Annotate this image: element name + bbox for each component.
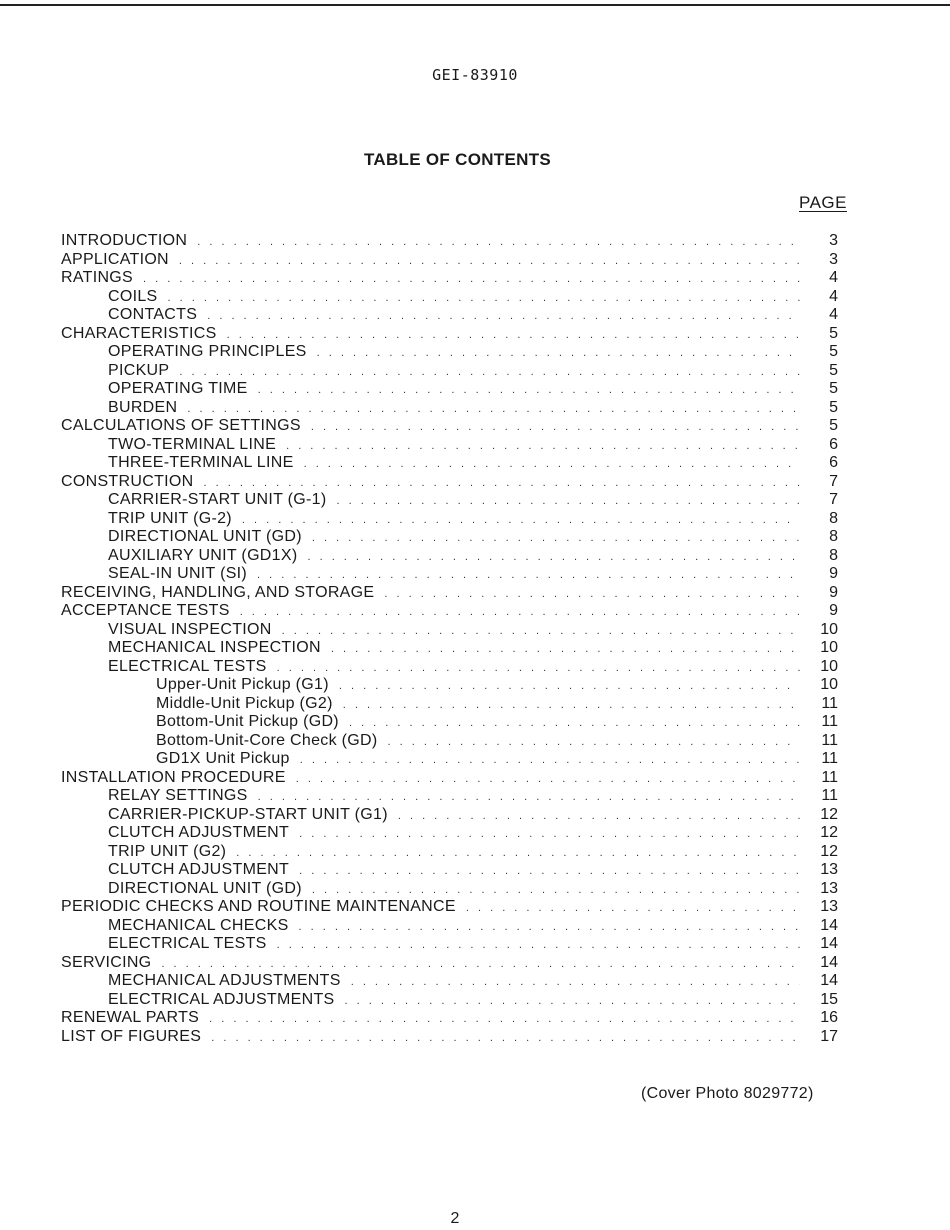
toc-entry-label: RENEWAL PARTS bbox=[61, 1009, 200, 1026]
toc-entry-page: 11 bbox=[821, 713, 838, 730]
dot-leader bbox=[209, 1010, 800, 1029]
toc-entry bbox=[61, 584, 838, 603]
toc-entry-page: 3 bbox=[829, 250, 838, 268]
dot-leader bbox=[240, 603, 800, 622]
toc-entry-page: 6 bbox=[829, 435, 838, 453]
toc-entry-page: 5 bbox=[829, 324, 838, 342]
toc-entry-label: DIRECTIONAL UNIT (GD) bbox=[108, 528, 302, 545]
toc-entry bbox=[61, 621, 838, 640]
toc-entry-page: 8 bbox=[829, 528, 838, 545]
toc-entry bbox=[61, 898, 838, 917]
toc-entry-label: AUXILIARY UNIT (GD1X) bbox=[108, 546, 298, 564]
toc-entry bbox=[61, 528, 838, 547]
dot-leader bbox=[227, 326, 800, 345]
toc-entry bbox=[61, 362, 838, 381]
toc-entry-label: Bottom-Unit Pickup (GD) bbox=[156, 713, 339, 730]
toc-entry bbox=[61, 658, 838, 677]
toc-entry-label: Upper-Unit Pickup (G1) bbox=[156, 676, 329, 693]
toc-entry-label: CARRIER-PICKUP-START UNIT (G1) bbox=[108, 805, 388, 823]
toc-entry bbox=[61, 880, 838, 899]
toc-entry-label: OPERATING PRINCIPLES bbox=[108, 343, 307, 360]
toc-entry-page: 11 bbox=[821, 787, 838, 804]
toc-entry-label: THREE-TERMINAL LINE bbox=[108, 454, 294, 471]
dot-leader bbox=[277, 659, 800, 678]
toc-entry-page: 14 bbox=[820, 972, 838, 989]
dot-leader bbox=[331, 640, 800, 659]
page-column-header: PAGE bbox=[799, 193, 847, 212]
toc-entry-page: 5 bbox=[829, 343, 838, 360]
toc-entry bbox=[61, 380, 838, 399]
dot-leader bbox=[312, 881, 800, 900]
dot-leader bbox=[345, 992, 801, 1011]
toc-entry-label: PERIODIC CHECKS AND ROUTINE MAINTENANCE bbox=[61, 898, 456, 915]
toc-entry-page: 12 bbox=[820, 805, 838, 823]
dot-leader bbox=[300, 751, 800, 770]
toc-entry bbox=[61, 1009, 838, 1028]
toc-entry-page: 13 bbox=[820, 879, 838, 897]
toc-list bbox=[61, 232, 838, 1046]
toc-entry bbox=[61, 972, 838, 991]
toc-entry-label: INSTALLATION PROCEDURE bbox=[61, 768, 286, 786]
dot-leader bbox=[143, 270, 800, 289]
toc-entry bbox=[61, 454, 838, 473]
toc-entry bbox=[61, 325, 838, 344]
page-title: TABLE OF CONTENTS bbox=[363, 150, 552, 169]
toc-entry bbox=[61, 991, 838, 1010]
dot-leader bbox=[211, 1029, 800, 1048]
dot-leader bbox=[311, 418, 800, 437]
toc-entry-page: 12 bbox=[820, 824, 838, 841]
dot-leader bbox=[286, 437, 800, 456]
toc-entry-page: 17 bbox=[820, 1027, 838, 1045]
toc-entry bbox=[61, 269, 838, 288]
dot-leader bbox=[336, 492, 800, 511]
toc-entry-label: CONSTRUCTION bbox=[61, 472, 194, 490]
dot-leader bbox=[387, 733, 800, 752]
toc-entry bbox=[61, 676, 838, 695]
toc-entry-label: BURDEN bbox=[108, 398, 178, 416]
document-number: GEI-83910 bbox=[432, 66, 518, 84]
toc-entry bbox=[61, 935, 838, 954]
dot-leader bbox=[242, 511, 800, 530]
dot-leader bbox=[339, 677, 800, 696]
toc-entry-page: 8 bbox=[829, 546, 838, 564]
toc-entry-page: 7 bbox=[829, 472, 838, 490]
toc-entry-label: MECHANICAL CHECKS bbox=[108, 916, 289, 934]
dot-leader bbox=[236, 844, 800, 863]
top-rule bbox=[0, 4, 950, 6]
dot-leader bbox=[299, 918, 800, 937]
toc-entry-page: 13 bbox=[820, 861, 838, 878]
toc-entry bbox=[61, 473, 838, 492]
dot-leader bbox=[187, 400, 800, 419]
toc-entry-page: 4 bbox=[829, 306, 838, 323]
toc-entry bbox=[61, 732, 838, 751]
toc-entry-page: 9 bbox=[829, 583, 838, 601]
toc-entry bbox=[61, 787, 838, 806]
toc-entry-label: TRIP UNIT (G2) bbox=[108, 842, 227, 860]
toc-entry-page: 11 bbox=[821, 694, 838, 712]
toc-entry bbox=[61, 843, 838, 862]
toc-entry-label: OPERATING TIME bbox=[108, 380, 248, 397]
dot-leader bbox=[384, 585, 800, 604]
dot-leader bbox=[203, 474, 800, 493]
toc-entry-page: 9 bbox=[829, 565, 838, 582]
page-number: 2 bbox=[450, 1210, 460, 1227]
toc-entry bbox=[61, 806, 838, 825]
toc-entry bbox=[61, 602, 838, 621]
toc-entry-page: 11 bbox=[821, 731, 838, 749]
toc-entry-label: TWO-TERMINAL LINE bbox=[108, 435, 277, 453]
toc-entry-label: RATINGS bbox=[61, 269, 134, 286]
toc-entry bbox=[61, 510, 838, 529]
dot-leader bbox=[312, 529, 800, 548]
toc-entry-label: COILS bbox=[108, 287, 158, 305]
toc-entry-label: ELECTRICAL TESTS bbox=[108, 935, 267, 952]
dot-leader bbox=[307, 548, 800, 567]
dot-leader bbox=[466, 899, 800, 918]
dot-leader bbox=[343, 696, 800, 715]
toc-entry-page: 11 bbox=[821, 750, 838, 767]
toc-entry-label: ELECTRICAL ADJUSTMENTS bbox=[108, 990, 335, 1008]
toc-entry-page: 5 bbox=[829, 417, 838, 434]
toc-entry-label: APPLICATION bbox=[61, 250, 169, 268]
toc-entry-label: CONTACTS bbox=[108, 306, 198, 323]
dot-leader bbox=[179, 252, 800, 271]
toc-entry-page: 13 bbox=[820, 898, 838, 915]
toc-entry-label: INTRODUCTION bbox=[61, 232, 188, 249]
toc-entry-label: TRIP UNIT (G-2) bbox=[108, 509, 232, 527]
dot-leader bbox=[258, 381, 800, 400]
dot-leader bbox=[258, 788, 800, 807]
toc-entry bbox=[61, 695, 838, 714]
dot-leader bbox=[197, 233, 800, 252]
toc-entry-page: 4 bbox=[829, 269, 838, 286]
toc-entry bbox=[61, 417, 838, 436]
toc-entry-label: CLUTCH ADJUSTMENT bbox=[108, 824, 290, 841]
toc-entry-page: 14 bbox=[820, 916, 838, 934]
dot-leader bbox=[179, 363, 800, 382]
toc-entry-label: RECEIVING, HANDLING, AND STORAGE bbox=[61, 583, 375, 601]
toc-entry-page: 6 bbox=[829, 454, 838, 471]
dot-leader bbox=[296, 770, 800, 789]
toc-entry-page: 11 bbox=[821, 768, 838, 786]
toc-entry bbox=[61, 306, 838, 325]
toc-entry bbox=[61, 824, 838, 843]
dot-leader bbox=[351, 973, 800, 992]
dot-leader bbox=[168, 289, 800, 308]
toc-entry-label: RELAY SETTINGS bbox=[108, 787, 248, 804]
toc-entry-label: Middle-Unit Pickup (G2) bbox=[156, 694, 333, 712]
toc-entry bbox=[61, 399, 838, 418]
toc-entry bbox=[61, 491, 838, 510]
toc-entry-page: 7 bbox=[829, 491, 838, 508]
dot-leader bbox=[349, 714, 800, 733]
toc-entry-page: 15 bbox=[820, 990, 838, 1008]
toc-entry-page: 3 bbox=[829, 232, 838, 249]
toc-entry-label: SEAL-IN UNIT (SI) bbox=[108, 565, 248, 582]
toc-entry bbox=[61, 1028, 838, 1047]
toc-entry bbox=[61, 861, 838, 880]
toc-entry bbox=[61, 547, 838, 566]
dot-leader bbox=[299, 862, 800, 881]
toc-entry-page: 10 bbox=[820, 657, 838, 675]
toc-entry-page: 16 bbox=[820, 1009, 838, 1026]
toc-entry-label: VISUAL INSPECTION bbox=[108, 620, 272, 638]
toc-entry bbox=[61, 343, 838, 362]
dot-leader bbox=[277, 936, 800, 955]
toc-entry-page: 5 bbox=[829, 398, 838, 416]
toc-entry-label: LIST OF FIGURES bbox=[61, 1027, 202, 1045]
toc-entry-page: 5 bbox=[829, 380, 838, 397]
toc-entry bbox=[61, 436, 838, 455]
dot-leader bbox=[161, 955, 800, 974]
dot-leader bbox=[304, 455, 800, 474]
dot-leader bbox=[299, 825, 800, 844]
toc-entry-label: CLUTCH ADJUSTMENT bbox=[108, 861, 290, 878]
toc-entry bbox=[61, 917, 838, 936]
toc-entry-page: 14 bbox=[820, 935, 838, 952]
toc-entry bbox=[61, 232, 838, 251]
toc-entry-page: 14 bbox=[820, 953, 838, 971]
dot-leader bbox=[398, 807, 800, 826]
toc-entry-label: GD1X Unit Pickup bbox=[156, 750, 290, 767]
toc-entry-page: 4 bbox=[829, 287, 838, 305]
toc-entry-label: ACCEPTANCE TESTS bbox=[61, 602, 230, 619]
cover-photo-credit: (Cover Photo 8029772) bbox=[641, 1085, 814, 1102]
toc-entry-label: Bottom-Unit-Core Check (GD) bbox=[156, 731, 378, 749]
toc-entry-page: 12 bbox=[820, 842, 838, 860]
toc-entry-page: 10 bbox=[820, 639, 838, 656]
toc-entry-page: 10 bbox=[820, 620, 838, 638]
toc-entry-label: CHARACTERISTICS bbox=[61, 324, 217, 342]
toc-entry-label: MECHANICAL ADJUSTMENTS bbox=[108, 972, 341, 989]
toc-entry-label: DIRECTIONAL UNIT (GD) bbox=[108, 879, 302, 897]
toc-entry-page: 9 bbox=[829, 602, 838, 619]
toc-entry-label: ELECTRICAL TESTS bbox=[108, 657, 267, 675]
toc-entry-label: CALCULATIONS OF SETTINGS bbox=[61, 417, 301, 434]
toc-entry bbox=[61, 713, 838, 732]
toc-entry-label: CARRIER-START UNIT (G-1) bbox=[108, 491, 327, 508]
toc-entry-page: 10 bbox=[820, 676, 838, 693]
toc-entry bbox=[61, 565, 838, 584]
toc-entry bbox=[61, 954, 838, 973]
toc-entry bbox=[61, 769, 838, 788]
toc-entry bbox=[61, 639, 838, 658]
toc-entry-page: 8 bbox=[829, 509, 838, 527]
dot-leader bbox=[317, 344, 800, 363]
toc-entry-label: PICKUP bbox=[108, 361, 170, 379]
toc-entry-page: 5 bbox=[829, 361, 838, 379]
dot-leader bbox=[207, 307, 800, 326]
dot-leader bbox=[257, 566, 800, 585]
toc-entry-label: MECHANICAL INSPECTION bbox=[108, 639, 321, 656]
toc-entry-label: SERVICING bbox=[61, 953, 152, 971]
toc-entry bbox=[61, 750, 838, 769]
toc-entry bbox=[61, 251, 838, 270]
toc-entry bbox=[61, 288, 838, 307]
dot-leader bbox=[282, 622, 800, 641]
